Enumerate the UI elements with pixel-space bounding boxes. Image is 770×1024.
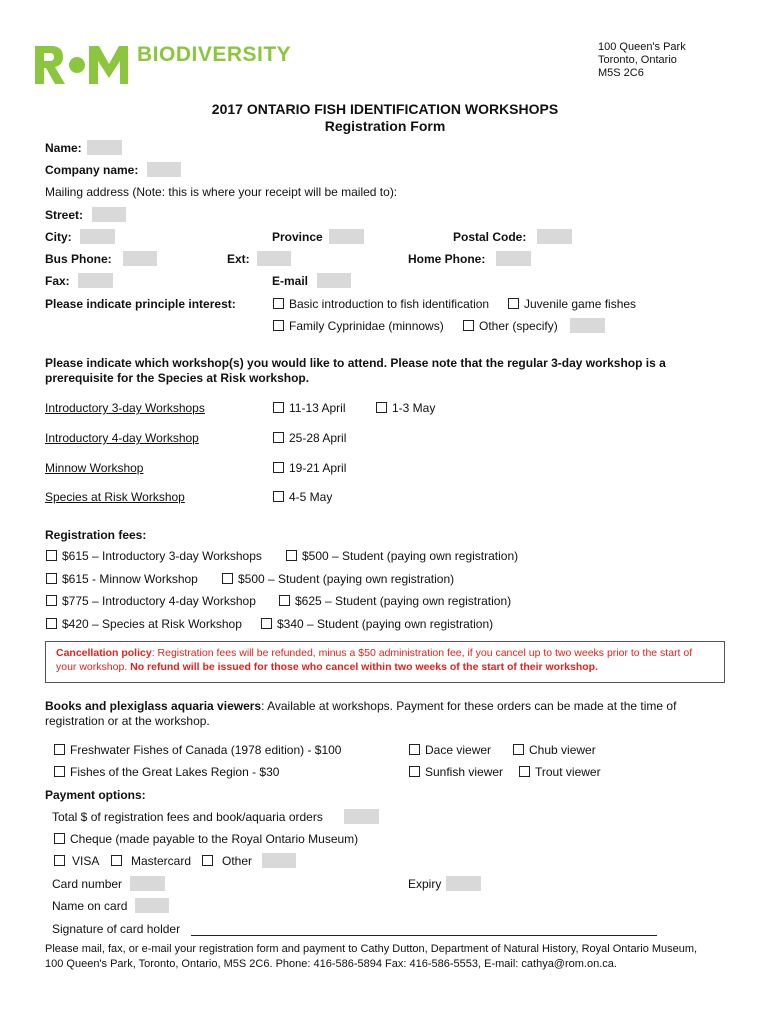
cancellation-bold: No refund will be issued for those who cancel within two weeks of the start of their workshop. — [130, 661, 599, 673]
fee-sar-label: $420 – Species at Risk Workshop — [62, 617, 242, 631]
workshop-sar-date: 4-5 May — [289, 490, 333, 504]
other-payment-field[interactable] — [262, 853, 296, 868]
address-line-3: M5S 2C6 — [598, 67, 644, 79]
interest-cyprinidae-checkbox[interactable] — [273, 320, 284, 331]
sunfish-viewer-checkbox[interactable] — [409, 766, 420, 777]
fee-minnow-checkbox[interactable] — [46, 573, 57, 584]
books-text: : Available at workshops. Payment for these orders can be made at the time of — [261, 699, 677, 713]
email-field[interactable] — [317, 273, 351, 288]
city-label: City: — [45, 230, 72, 244]
fee-sar-checkbox[interactable] — [46, 618, 57, 629]
brand-name: BIODIVERSITY — [137, 43, 292, 66]
fee-4day-student-checkbox[interactable] — [279, 595, 290, 606]
mastercard-label: Mastercard — [131, 854, 192, 868]
book-freshwater-label: Freshwater Fishes of Canada (1978 edition) - $100 — [70, 743, 342, 757]
workshop-3day-may-label: 1-3 May — [392, 401, 436, 415]
interest-other-label: Other (specify) — [479, 319, 558, 333]
workshop-minnow-label: Minnow Workshop — [45, 461, 144, 475]
card-number-field[interactable] — [130, 876, 165, 891]
fee-minnow-student-checkbox[interactable] — [222, 573, 233, 584]
fee-3day-label: $615 – Introductory 3-day Workshops — [62, 549, 262, 563]
footer-line-1: Please mail, fax, or e-mail your registration form and payment to Cathy Dutton, Department of Natural History, Royal Ontario Museum, — [45, 943, 698, 955]
workshop-3day-may-checkbox[interactable] — [376, 402, 387, 413]
trout-viewer-label: Trout viewer — [535, 765, 601, 779]
bus-phone-field[interactable] — [123, 251, 157, 266]
fee-sar-student-checkbox[interactable] — [261, 618, 272, 629]
mailing-note: Mailing address (Note: this is where your receipt will be mailed to): — [45, 185, 398, 199]
workshop-3day-april-checkbox[interactable] — [273, 402, 284, 413]
fee-minnow-student-label: $500 – Student (paying own registration) — [238, 572, 455, 586]
other-payment-label: Other — [222, 854, 253, 868]
cancellation-policy — [45, 641, 725, 683]
book-greatlakes-label: Fishes of the Great Lakes Region - $30 — [70, 765, 280, 779]
chub-viewer-checkbox[interactable] — [513, 744, 524, 755]
visa-checkbox[interactable] — [54, 855, 65, 866]
interest-cyprinidae-label: Family Cyprinidae (minnows) — [289, 319, 444, 333]
other-payment-checkbox[interactable] — [202, 855, 213, 866]
trout-viewer-checkbox[interactable] — [519, 766, 530, 777]
form-title: 2017 ONTARIO FISH IDENTIFICATION WORKSHOPS — [211, 101, 559, 117]
workshop-minnow-checkbox[interactable] — [273, 462, 284, 473]
street-label: Street: — [45, 208, 84, 222]
chub-viewer-label: Chub viewer — [529, 743, 596, 757]
rom-logo — [33, 44, 129, 86]
footer-line-2: 100 Queen's Park, Toronto, Ontario, M5S 2C6. Phone: 416-586-5894 Fax: 416-586-5553, E-mail: cathya@rom.on.ca. — [45, 958, 617, 970]
company-field[interactable] — [147, 162, 181, 177]
payment-heading: Payment options: — [45, 788, 146, 802]
interest-label: Please indicate principle interest: — [45, 297, 236, 311]
mastercard-checkbox[interactable] — [111, 855, 122, 866]
fee-3day-checkbox[interactable] — [46, 550, 57, 561]
cancellation-label: Cancellation policy — [56, 647, 152, 659]
form-subtitle: Registration Form — [324, 118, 446, 134]
workshop-3day-label: Introductory 3-day Workshops — [45, 401, 205, 415]
workshops-intro: Please indicate which workshop(s) you would like to attend. Please note that the regular 3-day workshop is a — [45, 356, 666, 370]
fee-4day-student-label: $625 – Student (paying own registration) — [295, 594, 512, 608]
expiry-label: Expiry — [408, 877, 442, 891]
cancellation-text: : Registration fees will be refunded, minus a $50 administration fee, if you cancel up to two weeks prior to the start of your workshop. — [56, 647, 693, 673]
ext-label: Ext: — [227, 252, 250, 266]
cheque-checkbox[interactable] — [54, 833, 65, 844]
interest-other-field[interactable] — [570, 318, 605, 333]
postal-label: Postal Code: — [453, 230, 527, 244]
province-label: Province — [272, 230, 323, 244]
address-line-1: 100 Queen's Park — [598, 41, 686, 53]
workshop-4day-date: 25-28 April — [289, 431, 347, 445]
payment-total-label: Total $ of registration fees and book/aquaria orders — [52, 810, 323, 824]
interest-juvenile-checkbox[interactable] — [508, 298, 519, 309]
books-intro — [45, 699, 676, 713]
book-greatlakes-checkbox[interactable] — [54, 766, 65, 777]
workshop-sar-checkbox[interactable] — [273, 491, 284, 502]
fees-heading: Registration fees: — [45, 528, 147, 542]
payment-total-field[interactable] — [344, 809, 379, 824]
fee-minnow-label: $615 - Minnow Workshop — [62, 572, 198, 586]
signature-label: Signature of card holder — [52, 922, 181, 936]
workshop-3day-april-label: 11-13 April — [289, 401, 346, 415]
signature-line[interactable] — [191, 935, 657, 936]
fax-field[interactable] — [78, 273, 113, 288]
email-label: E-mail — [272, 274, 309, 288]
workshop-4day-label: Introductory 4-day Workshop — [45, 431, 199, 445]
visa-label: VISA — [72, 854, 100, 868]
workshop-minnow-date: 19-21 April — [289, 461, 347, 475]
expiry-field[interactable] — [446, 876, 481, 891]
company-label: Company name: — [45, 163, 139, 177]
books-label: Books and plexiglass aquaria viewers — [45, 699, 262, 713]
interest-basic-checkbox[interactable] — [273, 298, 284, 309]
dace-viewer-label: Dace viewer — [425, 743, 492, 757]
name-on-card-label: Name on card — [52, 899, 128, 913]
books-intro-2: registration or at the workshop. — [45, 714, 210, 728]
workshop-4day-checkbox[interactable] — [273, 432, 284, 443]
bus-phone-label: Bus Phone: — [45, 252, 112, 266]
dace-viewer-checkbox[interactable] — [409, 744, 420, 755]
street-field[interactable] — [92, 207, 126, 222]
ext-field[interactable] — [257, 251, 291, 266]
name-on-card-field[interactable] — [135, 898, 169, 913]
fee-sar-student-label: $340 – Student (paying own registration) — [277, 617, 494, 631]
fee-3day-student-label: $500 – Student (paying own registration) — [302, 549, 519, 563]
fee-4day-label: $775 – Introductory 4-day Workshop — [62, 594, 256, 608]
interest-basic-label: Basic introduction to fish identification — [289, 297, 490, 311]
address-line-2: Toronto, Ontario — [598, 54, 677, 66]
city-field[interactable] — [80, 229, 115, 244]
fee-3day-student-checkbox[interactable] — [286, 550, 297, 561]
postal-field[interactable] — [537, 229, 572, 244]
sunfish-viewer-label: Sunfish viewer — [425, 765, 504, 779]
workshops-intro-2: prerequisite for the Species at Risk workshop. — [45, 371, 310, 385]
province-field[interactable] — [329, 229, 364, 244]
name-field[interactable] — [87, 140, 122, 155]
home-phone-label: Home Phone: — [408, 252, 486, 266]
cheque-label: Cheque (made payable to the Royal Ontario Museum) — [70, 832, 359, 846]
interest-juvenile-label: Juvenile game fishes — [524, 297, 637, 311]
fee-4day-checkbox[interactable] — [46, 595, 57, 606]
workshop-sar-label: Species at Risk Workshop — [45, 490, 185, 504]
home-phone-field[interactable] — [496, 251, 531, 266]
card-number-label: Card number — [52, 877, 123, 891]
book-freshwater-checkbox[interactable] — [54, 744, 65, 755]
name-label: Name: — [45, 141, 82, 155]
interest-other-checkbox[interactable] — [463, 320, 474, 331]
fax-label: Fax: — [45, 274, 70, 288]
